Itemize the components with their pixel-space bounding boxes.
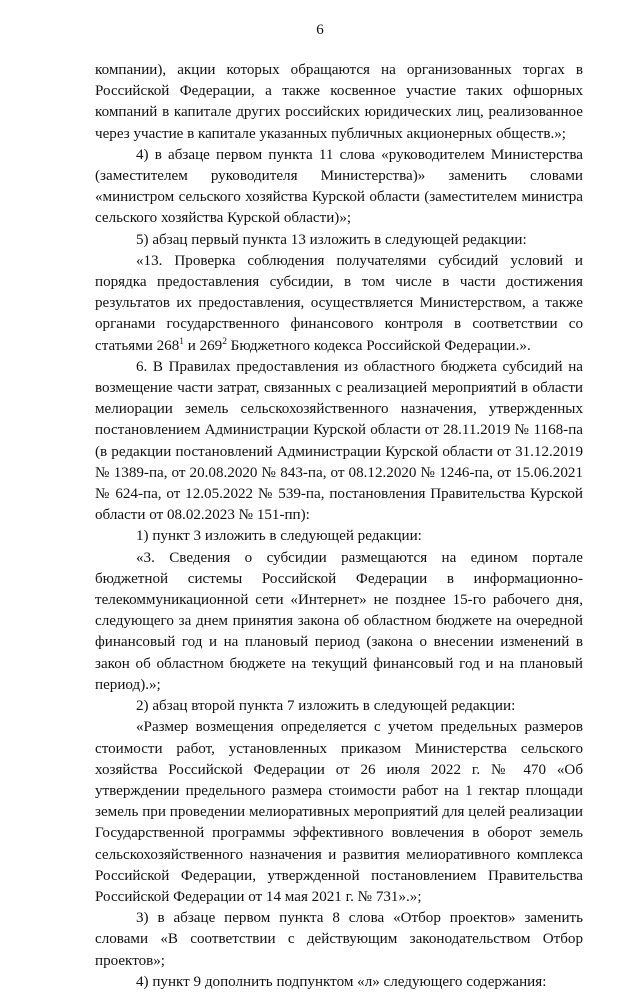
article-superscript-1: 1	[179, 336, 184, 347]
clause-13-text-before: «13. Проверка соблюдения получателями субсидий условий и порядка предоставления субсидии, в том числе в части достижения результатов их предоставления, осуществляется Министерством, а также органами государственного финансового контроля в соответствии со статьями 268	[95, 252, 583, 354]
paragraph-clause-3-text: «3. Сведения о субсидии размещаются на едином портале бюджетной системы Российской Федерации в информационно-телекоммуникационной сети «Интернет» не позднее 15-го рабочего дня, следующего за днем принятия закона об областном бюджете на очередной финансовый год и на плановый период (закона о внесении изменений в закон об областном бюджете на текущий финансовый год и на плановый период).»;	[95, 549, 583, 693]
paragraph-compensation-amount: «Размер возмещения определяется с учетом предельных размеров стоимости работ, установленных приказом Министерства сельского хозяйства Российской Федерации от 26 июля 2022 г. № 470 «Об утверждении предельного размера стоимости работ на 1 гектар площади земель при проведении мелиоративных мероприятий для целей реализации Государственной программы эффективного вовлечения в оборот земель сельскохозяйственного назначения и развития мелиоративного комплекса Российской Федерации, утвержденной постановлением Правительства Российской Федерации от 14 мая 2021 г. № 731».»;	[95, 719, 583, 905]
paragraph-clause-13-text	[95, 251, 583, 357]
paragraph-offshore-companies: компании), акции которых обращаются на организованных торгах в Российской Федерации, а также косвенное участие таких офшорных компаний в капитале других российских юридических лиц, реализованное через участие в капитале указанных публичных акционерных обществ.»;	[95, 62, 583, 142]
paragraph-item-1-clause-3: 1) пункт 3 изложить в следующей редакции:	[136, 528, 422, 545]
paragraph-item-4-clause-11: 4) в абзаце первом пункта 11 слова «руководителем Министерства (заместителем руководителя Министерства)» заменить словами «министром сельского хозяйства Курской области (заместителем министра сельского хозяйства Курской области)»;	[95, 146, 583, 227]
document-body	[95, 60, 583, 993]
paragraph-section-6-rules: 6. В Правилах предоставления из областного бюджета субсидий на возмещение части затрат, связанных с реализацией мероприятий в области мелиорации земель сельскохозяйственного назначения, утвержденных постановлением Администрации Курской области от 28.11.2019 № 1168-па (в редакции постановлений Администрации Курской области от 31.12.2019 № 1389-па, от 20.08.2020 № 843-па, от 08.12.2020 № 1246-па, от 15.06.2021 № 624-па, от 12.05.2022 № 539-па, постановления Правительства Курской области от 08.02.2023 № 151-пп):	[95, 358, 583, 524]
paragraph-item-2-clause-7: 2) абзац второй пункта 7 изложить в следующей редакции:	[136, 698, 516, 715]
clause-13-text-after: Бюджетного кодекса Российской Федерации.».	[226, 337, 531, 354]
article-superscript-2: 2	[222, 336, 227, 347]
page-number: 6	[316, 22, 324, 38]
paragraph-item-5-clause-13: 5) абзац первый пункта 13 изложить в следующей редакции:	[136, 231, 527, 248]
clause-13-text-middle: и 269	[183, 337, 223, 354]
paragraph-item-3-clause-8: 3) в абзаце первом пункта 8 слова «Отбор проектов» заменить словами «В соответствии с действующим законодательством Отбор проектов»;	[95, 910, 583, 969]
paragraph-item-4-clause-9: 4) пункт 9 дополнить подпунктом «л» следующего содержания:	[136, 973, 547, 990]
